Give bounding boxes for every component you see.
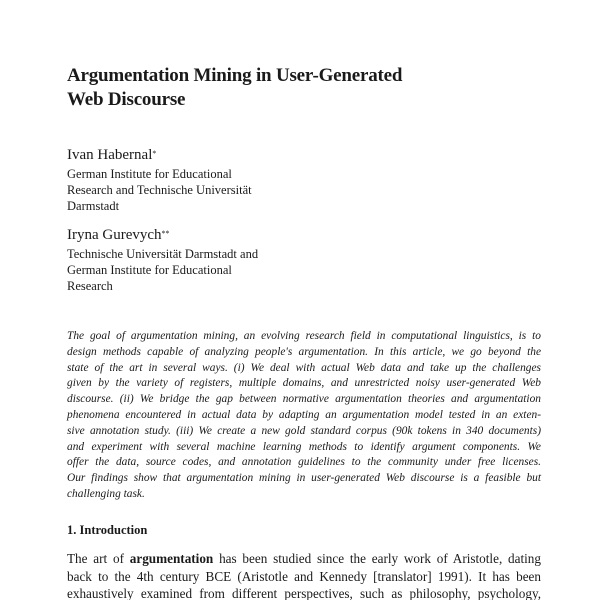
affiliation-line: German Institute for Educational (67, 263, 232, 277)
affiliation-line: Research (67, 279, 113, 293)
author-block (67, 226, 467, 294)
author-name-text: Iryna Gurevych (67, 227, 162, 243)
body-text-segment: has been studied since the early work of Aristotle, dating (213, 551, 541, 566)
author-block (67, 146, 467, 214)
abstract-line: The goal of argumentation mining, an evolving research field in computational linguistics, is to (67, 330, 541, 342)
abstract-line: offer the data, source codes, and annotation guidelines to the community under free licenses. (67, 456, 541, 469)
title-line: Web Discourse (67, 89, 186, 110)
paper-title (67, 64, 537, 112)
affiliation-line: Research and Technische Universität (67, 183, 252, 197)
abstract-line: challenging task. (67, 487, 145, 500)
affiliation-line: Darmstadt (67, 199, 120, 213)
abstract-line: given by the variety of registers, multiple domains, and unrestricted noisy user-generated Web (67, 377, 541, 390)
section-heading: 1. Introduction (67, 523, 148, 537)
title-line: Argumentation Mining in User-Generated (67, 65, 403, 86)
author-footnote-mark: ** (161, 229, 170, 238)
abstract-line: state of the art in several ways. (i) We deal with actual Web data and take up the challenges (67, 361, 541, 374)
abstract-line: design methods capable of analyzing people's argumentation. In this article, we go beyond the (67, 345, 541, 358)
author-name (67, 146, 467, 164)
author-footnote-mark: * (152, 149, 157, 158)
abstract-line: and experiment with several machine learning methods to identify argument components. We (67, 440, 541, 453)
body-line: back to the 4th century BCE (Aristotle and Kennedy [translator] 1991). It has been (67, 568, 541, 584)
abstract-line: Our findings show that argumentation mining in user-generated Web discourse is a feasible but (67, 472, 541, 485)
abstract (67, 329, 541, 503)
affiliation-line: Technische Universität Darmstadt and (67, 247, 259, 261)
body-line: exhaustively examined from different perspectives, such as philosophy, psychology, (67, 586, 541, 600)
affiliation-line: German Institute for Educational (67, 167, 232, 181)
author-name-text: Ivan Habernal (67, 147, 153, 163)
abstract-line: sive annotation study. (iii) We create a new gold standard corpus (90k tokens in 340 documents) (67, 424, 541, 437)
author-affiliation (67, 246, 467, 294)
body-text-segment: The art of (67, 551, 130, 566)
body-line (67, 550, 541, 568)
abstract-line: phenomena encountered in actual data by adapting an argumentation model tested in an exten- (67, 408, 541, 421)
body-paragraph (67, 550, 541, 600)
author-affiliation (67, 166, 467, 214)
emphasized-term: argumentation (129, 551, 214, 566)
author-name (67, 226, 467, 244)
abstract-line: discourse. (ii) We bridge the gap between normative argumentation theories and argumentation (67, 393, 541, 406)
